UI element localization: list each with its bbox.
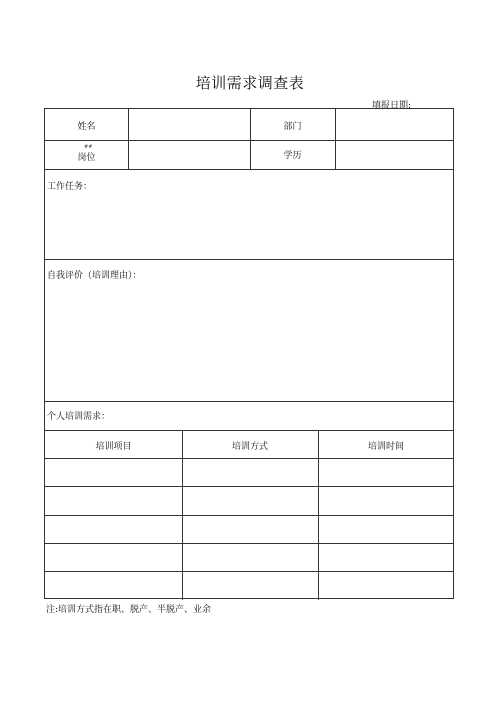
row-divider — [45, 169, 453, 170]
position-mark: ## — [84, 144, 93, 150]
footnote: 注:培训方式指在职、脱产、半脱产、业余 — [46, 605, 212, 615]
work-tasks-label: 工作任务： — [47, 182, 93, 192]
department-label: 部门 — [283, 122, 302, 132]
table-cell[interactable] — [319, 572, 453, 598]
table-cell[interactable] — [183, 516, 317, 542]
department-field[interactable] — [336, 110, 453, 139]
education-field[interactable] — [336, 141, 453, 168]
header-training-item: 培训项目 — [95, 442, 132, 452]
self-evaluation-label: 自我评价（培训理由）： — [47, 271, 142, 281]
table-cell[interactable] — [46, 459, 181, 485]
table-cell[interactable] — [183, 487, 317, 514]
position-field[interactable] — [129, 141, 249, 168]
table-cell[interactable] — [46, 487, 181, 514]
table-cell[interactable] — [183, 572, 317, 598]
table-cell[interactable] — [46, 544, 181, 570]
name-field[interactable] — [129, 110, 249, 139]
header-training-time: 培训时间 — [367, 442, 404, 452]
table-cell[interactable] — [46, 572, 181, 598]
table-cell[interactable] — [46, 516, 181, 542]
table-cell[interactable] — [319, 544, 453, 570]
self-evaluation-field[interactable] — [46, 282, 453, 399]
row-divider — [45, 401, 453, 402]
fill-date-label: 填报日期: — [372, 101, 412, 111]
table-cell[interactable] — [183, 544, 317, 570]
education-label: 学历 — [283, 151, 302, 161]
table-cell[interactable] — [319, 487, 453, 514]
survey-form — [44, 108, 454, 599]
table-cell[interactable] — [183, 459, 317, 485]
work-tasks-field[interactable] — [46, 193, 453, 257]
table-cell[interactable] — [319, 459, 453, 485]
row-divider — [45, 430, 453, 431]
training-needs-label: 个人培训需求： — [47, 412, 111, 422]
table-cell[interactable] — [319, 516, 453, 542]
row-divider — [45, 259, 453, 260]
page-title: 培训需求调查表 — [195, 74, 305, 92]
name-label: 姓名 — [77, 122, 96, 132]
header-training-method: 培训方式 — [231, 442, 268, 452]
position-label: 岗位 — [77, 153, 96, 163]
